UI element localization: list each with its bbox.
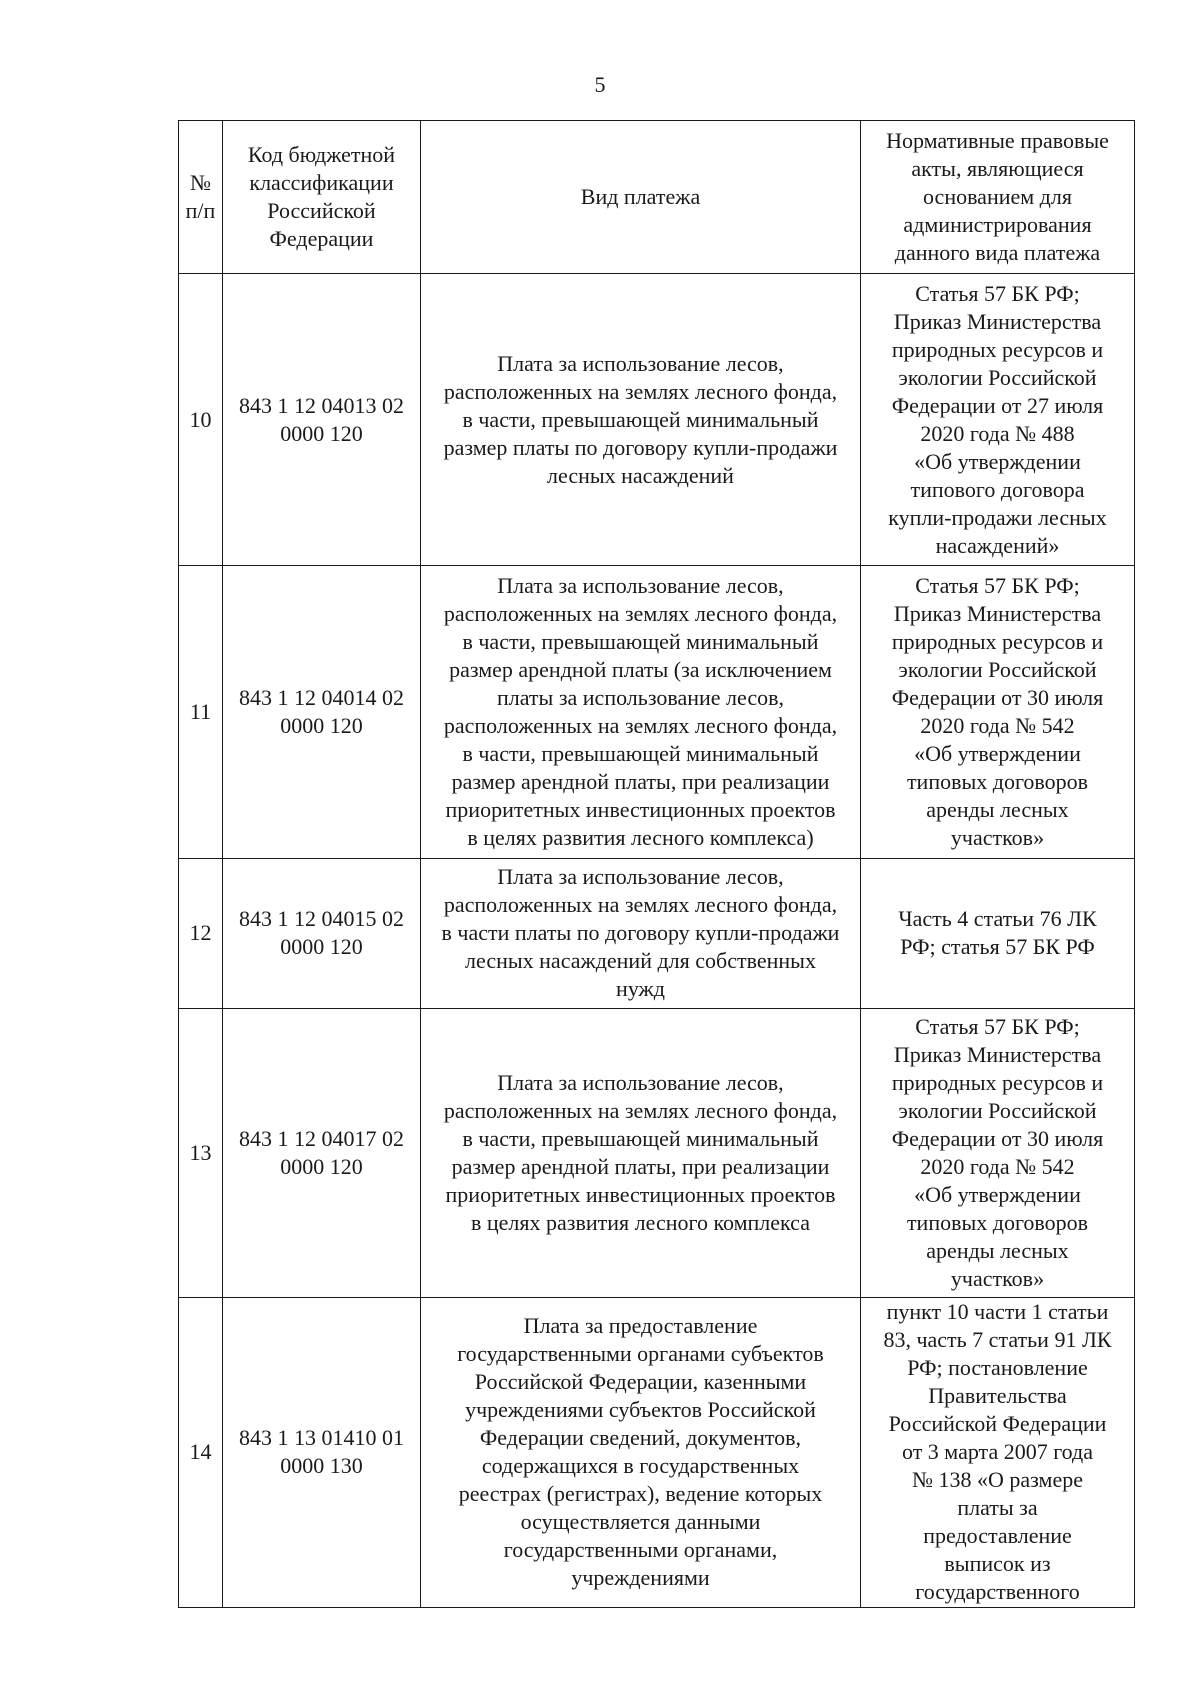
payment-kind: Плата за использование лесов, расположенных на землях лесного фонда, в части, превышающей минимальный размер арендной платы (за исключением платы за использование лесов, расположенных на землях лесного фонда, в части, превышающей минимальный размер арендной платы, при реализации приоритетных инвестиционных проектов в целях развития лесного комплекса) — [421, 566, 861, 858]
budget-code: 843 1 12 04014 02 0000 120 — [223, 566, 421, 858]
header-legal-acts: Нормативные правовые акты, являющиеся основанием для администрирования данного вида платежа — [861, 121, 1135, 274]
table-row — [179, 274, 1135, 566]
header-payment-kind: Вид платежа — [421, 121, 861, 274]
budget-code: 843 1 12 04013 02 0000 120 — [223, 274, 421, 566]
legal-acts: Статья 57 БК РФ; Приказ Министерства природных ресурсов и экологии Российской Федерации от 30 июля 2020 года № 542 «Об утверждении типовых договоров аренды лесных участков» — [861, 1009, 1135, 1297]
payments-table — [178, 120, 1135, 1608]
payment-kind: Плата за предоставление государственными органами субъектов Российской Федерации, казенными учреждениями субъектов Российской Федерации сведений, документов, содержащихся в государственных реестрах (регистрах), ведение которых осуществляется данными государственными органами, учреждениями — [421, 1297, 861, 1607]
table-row — [179, 1297, 1135, 1607]
legal-acts: Статья 57 БК РФ; Приказ Министерства природных ресурсов и экологии Российской Федерации от 30 июля 2020 года № 542 «Об утверждении типовых договоров аренды лесных участков» — [861, 566, 1135, 858]
payment-kind: Плата за использование лесов, расположенных на землях лесного фонда, в части платы по договору купли-продажи лесных насаждений для собственных нужд — [421, 858, 861, 1008]
legal-acts: Статья 57 БК РФ; Приказ Министерства природных ресурсов и экологии Российской Федерации от 27 июля 2020 года № 488 «Об утверждении типового договора купли-продажи лесных насаждений» — [861, 274, 1135, 566]
budget-code: 843 1 12 04015 02 0000 120 — [223, 858, 421, 1008]
header-budget-code: Код бюджетной классификации Российской Федерации — [223, 121, 421, 274]
row-number: 11 — [179, 566, 223, 858]
budget-code: 843 1 12 04017 02 0000 120 — [223, 1009, 421, 1297]
page-number: 5 — [594, 72, 606, 97]
row-number: 13 — [179, 1009, 223, 1297]
table-row — [179, 566, 1135, 858]
row-number: 10 — [179, 274, 223, 566]
table-row — [179, 1009, 1135, 1297]
legal-acts: Часть 4 статьи 76 ЛК РФ; статья 57 БК РФ — [861, 858, 1135, 1008]
budget-code: 843 1 13 01410 01 0000 130 — [223, 1297, 421, 1607]
legal-acts: пункт 10 части 1 статьи 83, часть 7 статьи 91 ЛК РФ; постановление Правительства Российской Федерации от 3 марта 2007 года № 138 «О размере платы за предоставление выписок из государственного — [861, 1297, 1135, 1607]
payment-kind: Плата за использование лесов, расположенных на землях лесного фонда, в части, превышающей минимальный размер платы по договору купли-продажи лесных насаждений — [421, 274, 861, 566]
row-number: 14 — [179, 1297, 223, 1607]
row-number: 12 — [179, 858, 223, 1008]
payment-kind: Плата за использование лесов, расположенных на землях лесного фонда, в части, превышающей минимальный размер арендной платы, при реализации приоритетных инвестиционных проектов в целях развития лесного комплекса — [421, 1009, 861, 1297]
header-number: № п/п — [179, 121, 223, 274]
table-row — [179, 858, 1135, 1008]
table-header-row — [179, 121, 1135, 274]
